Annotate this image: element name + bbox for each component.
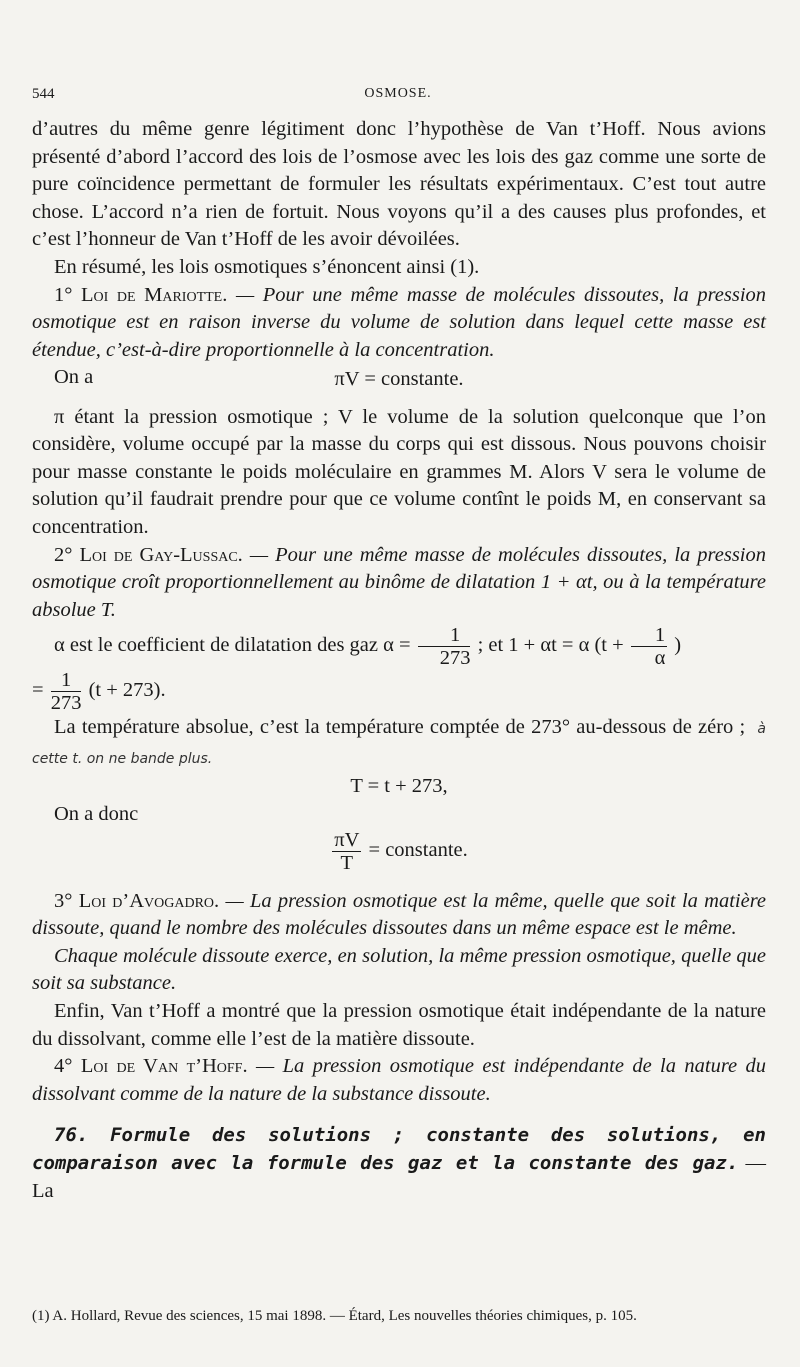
denominator: 273 xyxy=(50,692,82,715)
equation: T = t + 273, xyxy=(350,775,448,798)
fraction xyxy=(418,624,471,669)
text-run: (t + xyxy=(594,634,624,657)
fraction xyxy=(51,669,82,714)
numerator: πV xyxy=(334,828,360,851)
paragraph: Enfin, Van t’Hoff a montré que la pression osmotique était indépendante de la nature du dissolvant, comme elle l’est de la matière dissoute. xyxy=(32,1000,766,1050)
text-run: — La xyxy=(32,1152,767,1202)
law-number: 3° xyxy=(54,889,73,912)
law-name: Loi de Gay-Lussac. xyxy=(79,543,243,566)
numerator: 1 xyxy=(631,624,667,647)
law-number: 4° xyxy=(54,1055,73,1078)
paragraph: On a xyxy=(54,366,94,389)
page-number: 544 xyxy=(32,86,55,102)
equation: πV = constante. xyxy=(334,367,464,390)
text-run: La température absolue, c’est la température comptée de 273° au-dessous de zéro ; xyxy=(54,716,746,739)
text-run: = xyxy=(32,679,44,702)
denominator: 273 xyxy=(439,647,471,670)
numerator: 1 xyxy=(418,624,471,647)
law-1 xyxy=(32,282,766,365)
law-name: Loi de Van t’Hoff. xyxy=(80,1055,248,1078)
numerator: 1 xyxy=(51,669,82,692)
denominator: α xyxy=(654,647,666,670)
paragraph: π étant la pression osmotique ; V le volume de la solution quelconque que l’on considère, volume occupé par la masse du corps qui est dissous. Nous pouvons choisir pour masse constante le poids moléculaire en grammes M. Alors V sera le volume de solution qu’il faudrait prendre pour que ce volume contînt le poids M, en conservant sa concentration. xyxy=(32,405,766,538)
equation xyxy=(32,829,766,874)
fraction xyxy=(631,624,667,669)
text-run: (t + 273). xyxy=(88,679,166,702)
law-2 xyxy=(32,542,766,625)
law-number: 1° xyxy=(54,283,73,306)
text-run: = constante. xyxy=(368,838,468,861)
law-name: Loi d’Avogadro. xyxy=(78,889,220,912)
law-4 xyxy=(32,1053,766,1108)
paragraph: d’autres du même genre légitiment donc l’hypothèse de Van t’Hoff. Nous avions présenté d’abord l’accord des lois de l’osmose avec les lois des gaz comme une sorte de pure coïncidence permettant de formuler les résultats expérimentaux. C’est tout autre chose. L’accord n’a rien de fortuit. Nous voyons qu’il a des causes plus profondes, et c’est l’honneur de Van t’Hoff de les avoir dévoilées. xyxy=(32,118,766,251)
page-header xyxy=(32,86,764,110)
law-3 xyxy=(32,888,766,943)
law-number: 2° xyxy=(54,543,73,566)
section-heading-76 xyxy=(32,1122,766,1205)
text-run: ; et 1 + αt = α xyxy=(477,634,590,657)
paragraph: Chaque molécule dissoute exerce, en solution, la même pression osmotique, quelle que soit sa substance. xyxy=(32,944,766,995)
footnote: (1) A. Hollard, Revue des sciences, 15 mai 1898. — Étard, Les nouvelles théories chimiques, p. 105. xyxy=(32,1308,637,1324)
law-text: — La pression osmotique est indépendante de la nature du dissolvant comme de la nature de la substance dissoute. xyxy=(32,1055,767,1105)
paragraph: En résumé, les lois osmotiques s’énoncent ainsi (1). xyxy=(54,255,480,278)
alpha-definition xyxy=(32,624,766,669)
text-run: α est le coefficient de dilatation des gaz α = xyxy=(54,634,411,657)
text-run: ) xyxy=(674,634,682,657)
equation xyxy=(32,669,766,714)
paragraph: On a donc xyxy=(54,803,139,826)
law-text: — Pour une même masse de molécules dissoutes, la pression osmotique croît proportionnellement au binôme de dilatation 1 + αt, ou à la température absolue T. xyxy=(32,543,766,621)
law-text: — La pression osmotique est la même, quelle que soit la matière dissoute, quand le nombre des molécules dissoutes dans un même espace est le même. xyxy=(32,889,767,940)
law-name: Loi de Mariotte. xyxy=(81,283,228,306)
body-text xyxy=(32,116,766,1205)
section-title: 76. Formule des solutions ; constante des solutions, en comparaison avec la formule des gaz et la constante des gaz. xyxy=(32,1124,766,1174)
fraction xyxy=(332,829,361,874)
denominator: T xyxy=(340,851,354,874)
handwritten-annotation: à cette t. on ne bande plus. xyxy=(32,721,766,767)
running-title: OSMOSE. xyxy=(364,86,432,101)
law-text: — Pour une même masse de molécules dissoutes, la pression osmotique est en raison inverse du volume de solution dans lequel cette masse est étendue, c’est-à-dire proportionnelle à la concentration. xyxy=(32,283,767,361)
paragraph xyxy=(32,714,766,773)
